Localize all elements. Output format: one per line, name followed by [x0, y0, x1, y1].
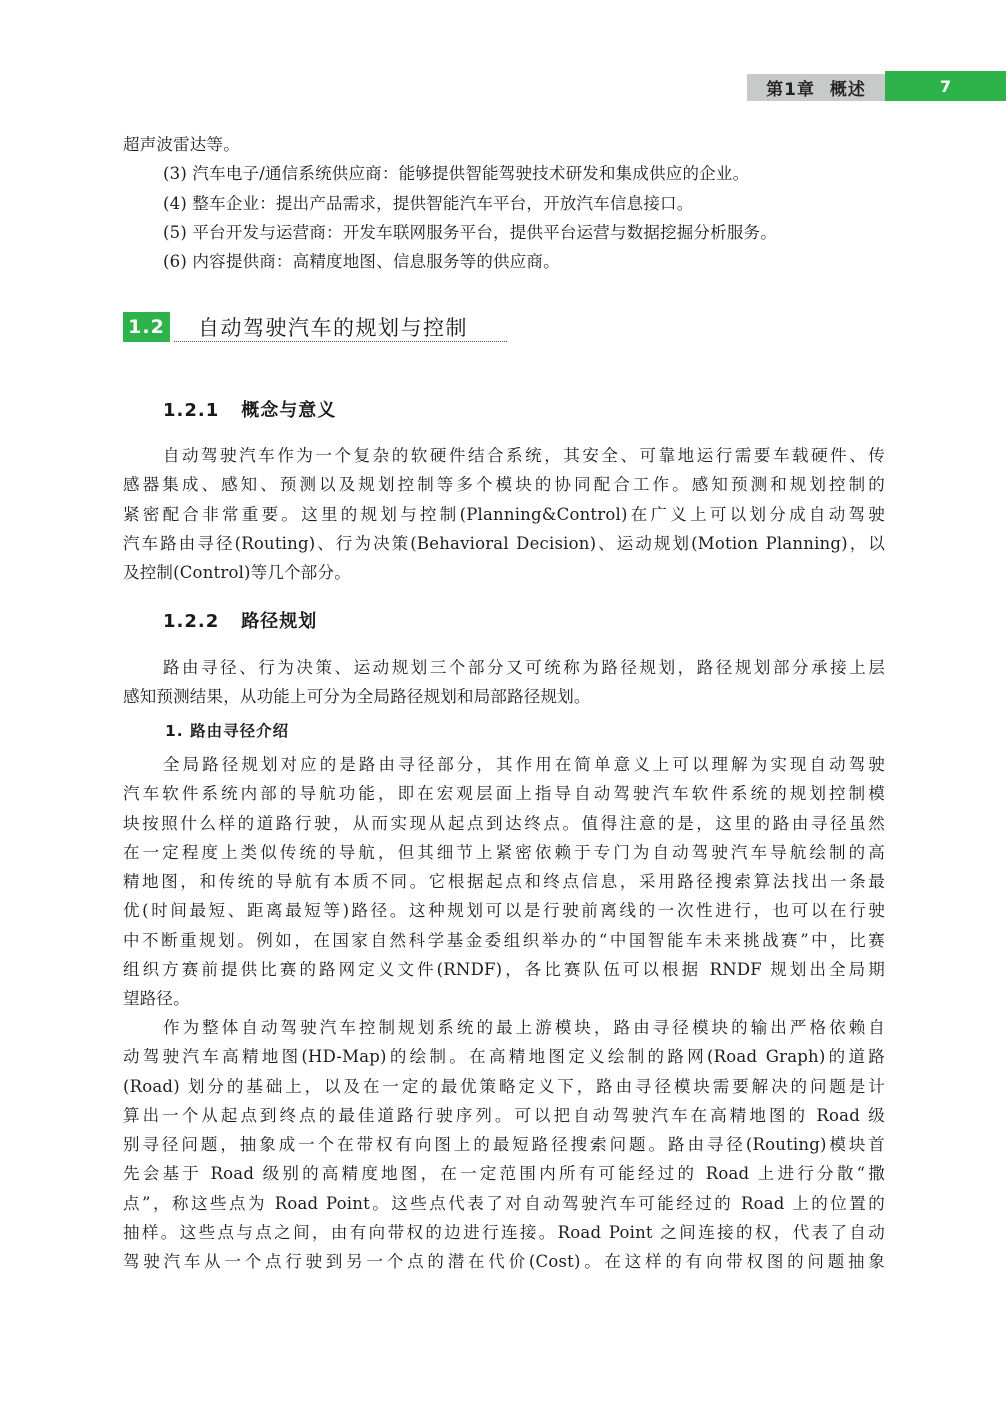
paragraph-line: 感知预测结果，从功能上可分为全局路径规划和局部路径规划。: [123, 687, 591, 707]
paragraph-line: 动驾驶汽车高精地图(HD-Map)的绘制。在高精地图定义绘制的路网(Road Graph)的道路: [123, 1047, 885, 1067]
paragraph-line: 路由寻径、行为决策、运动规划三个部分又可统称为路径规划，路径规划部分承接上层: [163, 658, 885, 677]
intro-list: [123, 130, 885, 276]
paragraph-line: 中不断重规划。例如，在国家自然科学基金委组织举办的“中国智能车未来挑战赛”中，比赛: [123, 930, 885, 950]
subsection-title: 概念与意义: [241, 400, 337, 421]
subsection-title: 路径规划: [241, 611, 318, 632]
paragraph-line: 优(时间最短、距离最短等)路径。这种规划可以是行驶前离线的一次性进行，也可以在行驶: [123, 901, 885, 921]
subsection-number: 1.2.2: [163, 611, 220, 632]
paragraph-line: 驾驶汽车从一个点行驶到另一个点的潜在代价(Cost)。在这样的有向带权图的问题抽象: [123, 1252, 885, 1272]
item-heading: 1. 路由寻径介绍: [165, 722, 290, 740]
paragraph-line: 别寻径问题，抽象成一个在带权有向图上的最短路径搜索问题。路由寻径(Routing)模块首: [123, 1135, 885, 1155]
paragraph-routing-2: [123, 1013, 885, 1277]
paragraph-line: 精地图，和传统的导航有本质不同。它根据起点和终点信息，采用路径搜索算法找出一条最: [123, 872, 885, 892]
section-title: 自动驾驶汽车的规划与控制: [198, 316, 468, 340]
subsection-heading-2: [163, 607, 317, 633]
paragraph-line: 望路径。: [123, 989, 190, 1009]
paragraph-line: 汽车路由寻径(Routing)、行为决策(Behavioral Decision)、运动规划(Motion Planning)，以: [123, 533, 885, 553]
paragraph-line: 算出一个从起点到终点的最佳道路行驶序列。可以把自动驾驶汽车在高精地图的 Road 级: [123, 1105, 885, 1125]
paragraph-path-planning: [123, 653, 885, 712]
paragraph-line: 组织方赛前提供比赛的路网定义文件(RNDF)，各比赛队伍可以根据 RNDF 规划出全局期: [123, 960, 885, 980]
item-heading-block: [123, 717, 885, 746]
page-number: 7: [885, 71, 1006, 101]
paragraph-routing-1: [123, 750, 885, 1014]
paragraph-concept: [123, 441, 885, 587]
paragraph-line: 先会基于 Road 级别的高精度地图，在一定范围内所有可能经过的 Road 上进行分散“撒: [123, 1164, 885, 1184]
list-item: (4) 整车企业：提出产品需求，提供智能汽车平台，开放汽车信息接口。: [163, 193, 694, 213]
paragraph-line: 感器集成、感知、预测以及规划控制等多个模块的协同配合工作。感知预测和规划控制的: [123, 475, 885, 495]
subsection-heading-1: [163, 396, 336, 422]
intro-line: 超声波雷达等。: [123, 135, 240, 154]
paragraph-line: 抽样。这些点与点之间，由有向带权的边进行连接。Road Point 之间连接的权，代表了自动: [123, 1223, 885, 1243]
paragraph-line: 自动驾驶汽车作为一个复杂的软硬件结合系统，其安全、可靠地运行需要车载硬件、传: [163, 446, 885, 465]
list-item: (5) 平台开发与运营商：开发车联网服务平台，提供平台运营与数据挖掘分析服务。: [163, 222, 777, 242]
list-item: (3) 汽车电子/通信系统供应商：能够提供智能驾驶技术研发和集成供应的企业。: [163, 164, 750, 184]
section-divider: [174, 341, 507, 342]
paragraph-line: 在一定程度上类似传统的导航，但其细节上紧密依赖于专门为自动驾驶汽车导航绘制的高: [123, 842, 885, 862]
paragraph-line: 全局路径规划对应的是路由寻径部分，其作用在简单意义上可以理解为实现自动驾驶: [163, 755, 885, 774]
chapter-label: 第1章 概述: [747, 74, 885, 101]
subsection-number: 1.2.1: [163, 400, 220, 421]
paragraph-line: 点”，称这些点为 Road Point。这些点代表了对自动驾驶汽车可能经过的 Road 上的位置的: [123, 1193, 885, 1213]
paragraph-line: (Road) 划分的基础上，以及在一定的最优策略定义下，路由寻径模块需要解决的问题是计: [123, 1076, 885, 1096]
paragraph-line: 块按照什么样的道路行驶，从而实现从起点到达终点。值得注意的是，这里的路由寻径虽然: [123, 813, 885, 833]
list-item: (6) 内容提供商：高精度地图、信息服务等的供应商。: [163, 252, 560, 272]
section-number: 1.2: [123, 312, 170, 342]
paragraph-line: 作为整体自动驾驶汽车控制规划系统的最上游模块，路由寻径模块的输出严格依赖自: [163, 1018, 885, 1037]
paragraph-line: 紧密配合非常重要。这里的规划与控制(Planning&Control)在广义上可以划分成自动驾驶: [123, 504, 885, 524]
running-header: [747, 74, 1006, 101]
section-heading: [123, 312, 507, 342]
paragraph-line: 及控制(Control)等几个部分。: [123, 563, 351, 583]
paragraph-line: 汽车软件系统内部的导航功能，即在宏观层面上指导自动驾驶汽车软件系统的规划控制模: [123, 784, 885, 804]
